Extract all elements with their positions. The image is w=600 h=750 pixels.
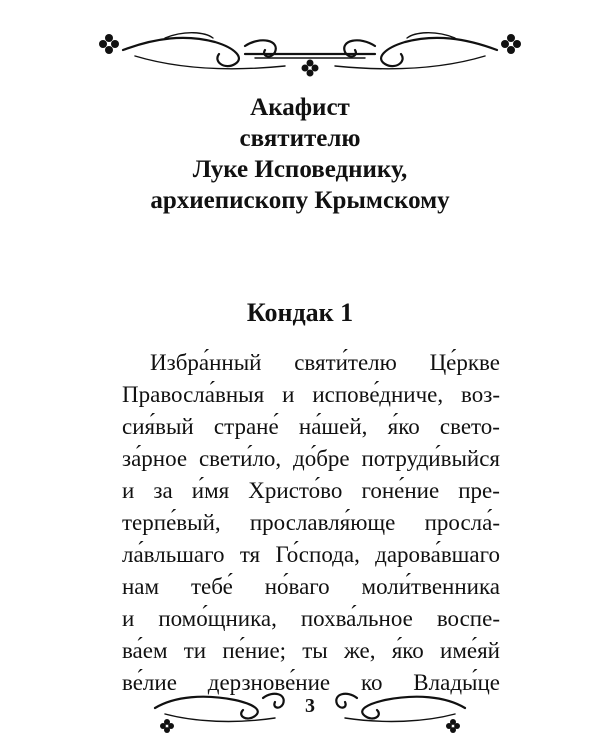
text-line xyxy=(122,507,500,539)
text-line xyxy=(122,379,500,411)
word: ла́вльшаго xyxy=(122,542,225,567)
word: ве́лие xyxy=(122,670,177,695)
title-line: архиепископу Крымскому xyxy=(150,187,450,214)
word: име́яй xyxy=(440,638,500,663)
word: Влады́це xyxy=(413,670,500,695)
word: стране́ xyxy=(213,414,279,439)
word: Избра́нный xyxy=(150,350,262,375)
akathist-title xyxy=(60,92,540,216)
title-line: святителю xyxy=(239,125,361,152)
text-line xyxy=(122,443,500,475)
word: воспе- xyxy=(436,606,500,631)
text-line xyxy=(122,539,500,571)
word: воз- xyxy=(461,382,500,407)
word: и xyxy=(282,382,295,407)
word: моли́твенника xyxy=(361,574,500,599)
top-floral-ornament xyxy=(95,28,525,80)
word: потруди́выйся xyxy=(361,446,500,471)
word: и xyxy=(122,606,135,631)
word: дарова́вшаго xyxy=(375,542,500,567)
word: тебе́ xyxy=(190,574,233,599)
word: ти xyxy=(183,638,207,663)
page-number: 3 xyxy=(305,695,315,717)
word: тя xyxy=(239,542,261,567)
section-heading: Кондак 1 xyxy=(246,298,354,327)
word: сия́вый xyxy=(122,414,194,439)
word: но́ваго xyxy=(264,574,330,599)
word: за xyxy=(153,478,173,503)
text-line xyxy=(122,603,500,635)
word: и́мя xyxy=(191,478,230,503)
word: пе́ние; xyxy=(222,638,287,663)
word: свето- xyxy=(439,414,500,439)
word: испове́дниче, xyxy=(312,382,444,407)
word: Христо́во xyxy=(248,478,343,503)
word: гоне́ние xyxy=(361,478,440,503)
flower-icon xyxy=(302,60,319,77)
text-line xyxy=(122,411,500,443)
flower-icon xyxy=(99,34,119,54)
word: до́бре xyxy=(293,446,350,471)
word: святи́телю xyxy=(294,350,397,375)
text-line xyxy=(122,571,500,603)
title-line: Акафист xyxy=(250,94,350,121)
word: ва́ем xyxy=(122,638,168,663)
text-line xyxy=(122,475,500,507)
word: нам xyxy=(122,574,160,599)
word: ко xyxy=(360,670,383,695)
word: свети́ло, xyxy=(198,446,282,471)
title-line: Луке Исповеднику, xyxy=(192,156,408,183)
word: ты xyxy=(302,638,328,663)
word: я́ко xyxy=(391,638,424,663)
word: прославля́юще xyxy=(249,510,396,535)
page-footer xyxy=(145,678,475,736)
word: терпе́вый, xyxy=(122,510,221,535)
word: похва́льное xyxy=(300,606,413,631)
word: просла́- xyxy=(424,510,500,535)
word: пре- xyxy=(458,478,500,503)
word: Правосла́вныя xyxy=(122,382,265,407)
text-line xyxy=(122,347,500,379)
word: Го́спода, xyxy=(275,542,360,567)
text-line xyxy=(122,635,500,667)
word: я́ко xyxy=(387,414,420,439)
word: на́шей, xyxy=(298,414,368,439)
word: же, xyxy=(343,638,376,663)
word: Це́ркве xyxy=(429,350,500,375)
word: помо́щника, xyxy=(158,606,277,631)
word: за́рное xyxy=(122,446,188,471)
word: дерзнове́ние xyxy=(207,670,331,695)
flower-icon xyxy=(160,719,174,733)
kondak-text xyxy=(122,347,500,699)
word: и xyxy=(122,478,135,503)
